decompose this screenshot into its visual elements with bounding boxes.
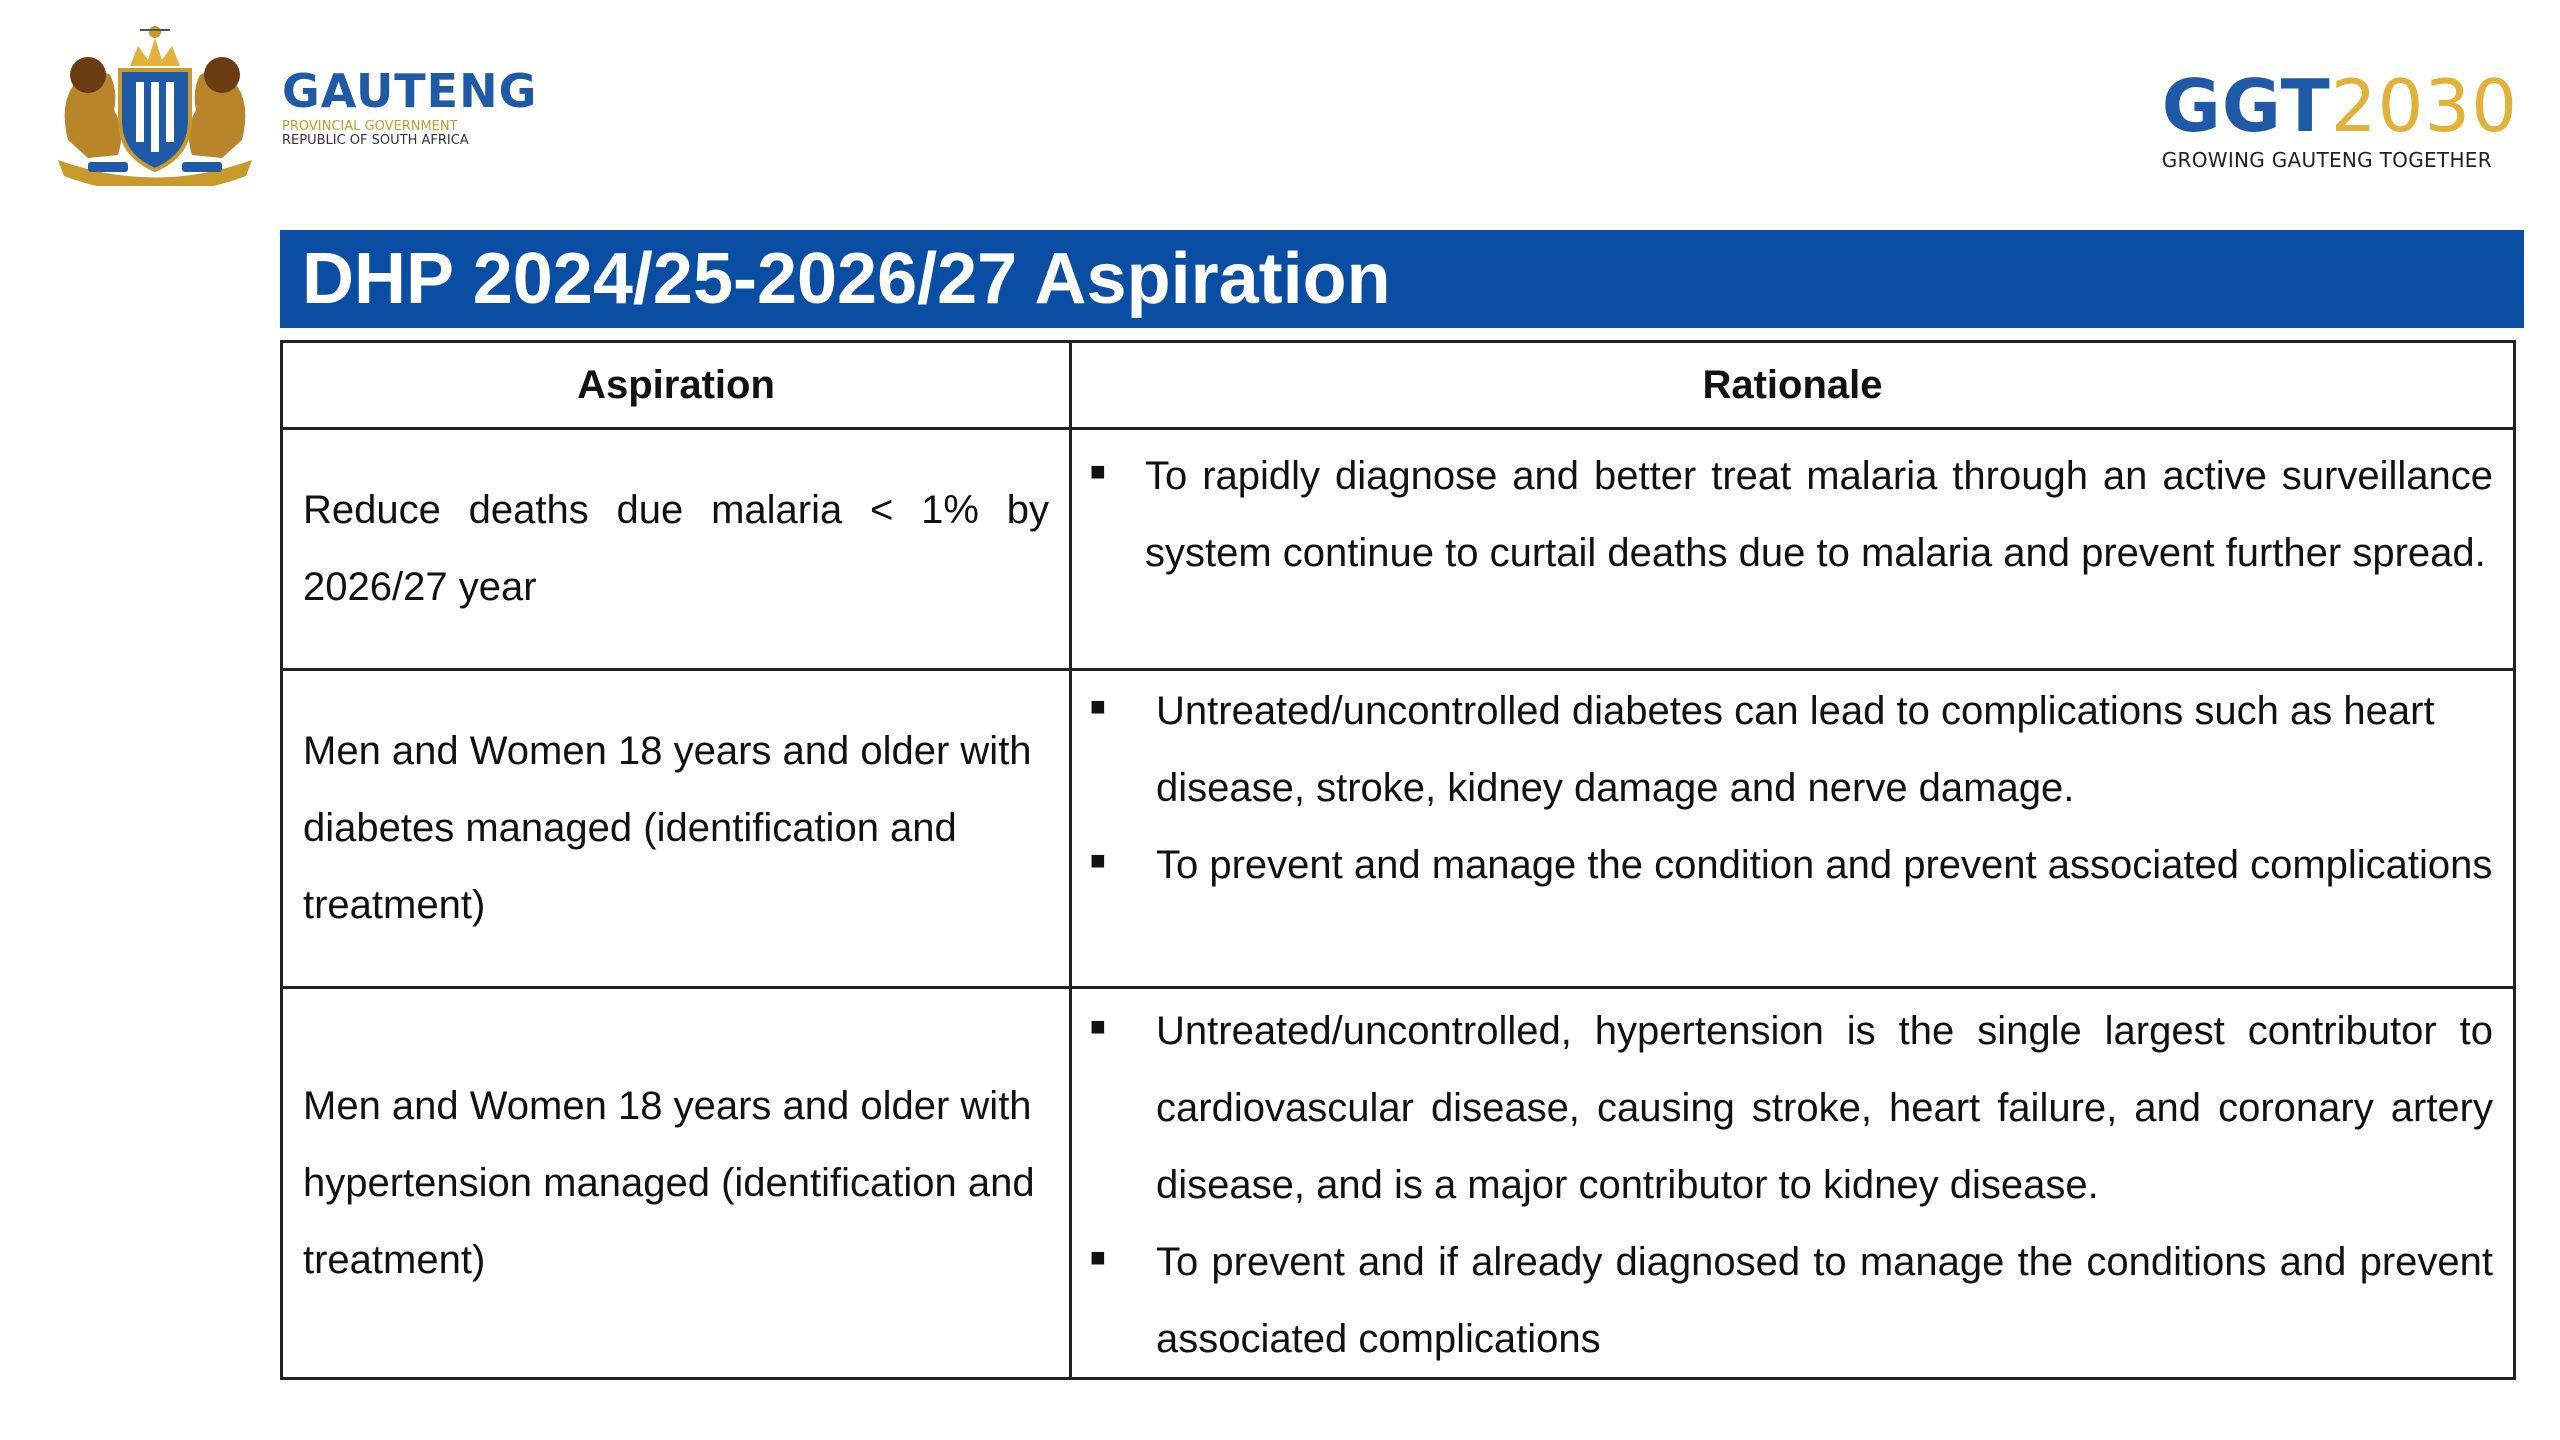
- table-row-3-aspiration: [283, 989, 1072, 1378]
- table-row-1-aspiration: [283, 430, 1072, 671]
- rationale-text: To prevent and if already diagnosed to manage the conditions and prevent associated complications: [1156, 1240, 2493, 1361]
- ggt-logo-part-b: 2030: [2330, 64, 2518, 148]
- list-item: [1090, 673, 2493, 827]
- coat-of-arms-icon: [48, 20, 262, 186]
- list-item: [1090, 1224, 2493, 1378]
- aspiration-text: Reduce deaths due malaria < 1% by 2026/27 year: [303, 488, 1049, 609]
- rationale-text: To prevent and manage the condition and prevent associated complications: [1156, 843, 2493, 887]
- table-row-2-rationale: [1072, 671, 2513, 989]
- list-item: [1090, 993, 2493, 1224]
- list-item: [1090, 827, 2493, 904]
- gauteng-title: GAUTENG: [282, 63, 538, 118]
- bullet-icon: ■: [1090, 1011, 1106, 1041]
- rationale-text: Untreated/uncontrolled diabetes can lead to complications such as heart disease, stroke, kidney damage and nerve damage.: [1156, 689, 2435, 810]
- table-header-aspiration: Aspiration: [283, 343, 1072, 430]
- table-row-3-rationale: [1072, 989, 2513, 1378]
- ggt2030-logo: [2161, 64, 2518, 172]
- table-row-1-rationale: [1072, 430, 2513, 671]
- table-header-rationale: Rationale: [1072, 343, 2513, 430]
- ggt-logo-part-a: GGT: [2161, 64, 2331, 148]
- slide-title: DHP 2024/25-2026/27 Aspiration: [280, 230, 2524, 328]
- rationale-text: Untreated/uncontrolled, hypertension is the single largest contributor to cardiovascular disease, causing stroke, heart failure, and coronary artery disease, and is a major contributor to kidney disease.: [1156, 1009, 2493, 1207]
- aspiration-text: Men and Women 18 years and older with hypertension managed (identification and treatment): [303, 1084, 1035, 1282]
- gauteng-subtitle-line2: REPUBLIC OF SOUTH AFRICA: [282, 133, 469, 148]
- bullet-icon: ■: [1090, 691, 1106, 721]
- aspiration-text: Men and Women 18 years and older with diabetes managed (identification and treatment): [303, 729, 1032, 927]
- aspiration-table: [280, 340, 2516, 1380]
- rationale-text: To rapidly diagnose and better treat malaria through an active surveillance system continue to curtail deaths due to malaria and prevent further spread.: [1145, 454, 2493, 575]
- gauteng-logo: [48, 20, 537, 186]
- bullet-icon: ■: [1090, 456, 1106, 486]
- list-item: [1090, 438, 2493, 592]
- ggt-tagline: GROWING GAUTENG TOGETHER: [2161, 148, 2492, 172]
- bullet-icon: ■: [1090, 1242, 1106, 1272]
- gauteng-subtitle-line1: PROVINCIAL GOVERNMENT: [282, 118, 458, 134]
- table-row-2-aspiration: [283, 671, 1072, 989]
- bullet-icon: ■: [1090, 845, 1106, 875]
